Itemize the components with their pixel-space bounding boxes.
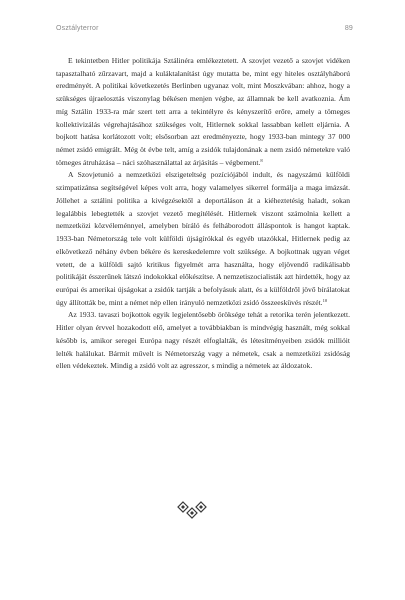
page-number: 89	[344, 25, 353, 32]
body-text	[56, 55, 350, 373]
diamond-right-icon	[196, 502, 206, 512]
footnote-ref: 10	[322, 297, 328, 303]
diamond-left-icon	[178, 502, 188, 512]
paragraph-text: E tekintetben Hitler politikája Sztálinéra emlékeztetett. A szovjet vezető a szovjet vidéken tapasztalható zűrzavart, majd a kuláktalanítást úgy mutatta be, mint egy hiteles osztályháború eredményét. A politikai következetés Berlinben ugyanaz volt, mint Moszkvában: ahhoz, hogy a szükséges újraelosztás viszonylag békésen menjen végbe, az államnak be kell avatkoznia. Ám míg Sztálin 1933-ra már szert tett arra a tekintélyre és kényszerítő erőre, amely a tömeges kollektivizálás végrehajtásához szükséges volt, Hitlernek sokkal lassabban kellett eljárnia. A bojkott hatása korlátozott volt; elsősorban azt eredményezte, hogy 1933-ban mintegy 37 000 német zsidó emigrált. Még öt évbe telt, amíg a zsidók tulajdonának a nem zsidó németekre való tömeges átruházása – náci szóhasználattal az árjásítás – végbement.	[56, 56, 350, 167]
diamond-bottom-icon	[187, 508, 197, 518]
footnote-ref: 8	[260, 157, 263, 163]
chapter-title: Osztályterror	[56, 25, 99, 32]
paragraph-text: A Szovjetunió a nemzetközi elszigeteltség pozíciójából indult, és nagyszámú külföldi szimpatizánsa segítségével képes volt arra, hogy valamelyes sikerrel formálja a maga imázsát. Jóllehet a sztálini politika a kivégzésektől a deportáláson át a kiéheztetésig haladt, sokan legalábbis lebegtették a szovjet vezető megítélését. Hitlernek viszont számolnia kellett a nemzetközi közvéleménnyel, amelyben bíráló és felháborodott álláspontok is hangot kaptak. 1933-ban Németország tele volt külföldi újságírókkal és egyéb utazókkal, Hitlernek pedig az elkövetkező néhány évben békére és kereskedelemre volt szüksége. A bojkottnak ugyan véget vetett, de a külföldi sajtó kritikus figyelmét arra használta, hogy eljövendő radikálisabb politikáját ésszerűnek látszó indokokkal előkészítse. A nemzetiszocialisták azt hirdették, hogy az európai és amerikai újságokat a zsidók tartják a befolyásuk alatt, és a külföldről jövő bírálatokat úgy állították be, mint a német nép ellen irányuló nemzetközi zsidó összeesküvés részét.	[56, 170, 350, 307]
paragraph	[56, 309, 350, 373]
section-break-ornament	[0, 499, 405, 519]
paragraph-text: Az 1933. tavaszi bojkottok egyik legjelentősebb öröksége tehát a retorika terén jelentkezett. Hitler olyan érvvel hozakodott elő, amelyet a továbbiakban is mindvégig használt, még sokkal később is, amikor seregei Európa nagy részét elfoglalták, és létesítményeiben zsidók millióit lelték halálukat. Bármit művelt is Németország vagy a németek, csak a nemzetközi zsidóság ellen védekeztek. Mindig a zsidó volt az agresszor, s mindig a németek az áldozatok.	[56, 310, 350, 371]
paragraph	[56, 169, 350, 309]
running-head	[56, 25, 353, 32]
paragraph	[56, 55, 350, 169]
